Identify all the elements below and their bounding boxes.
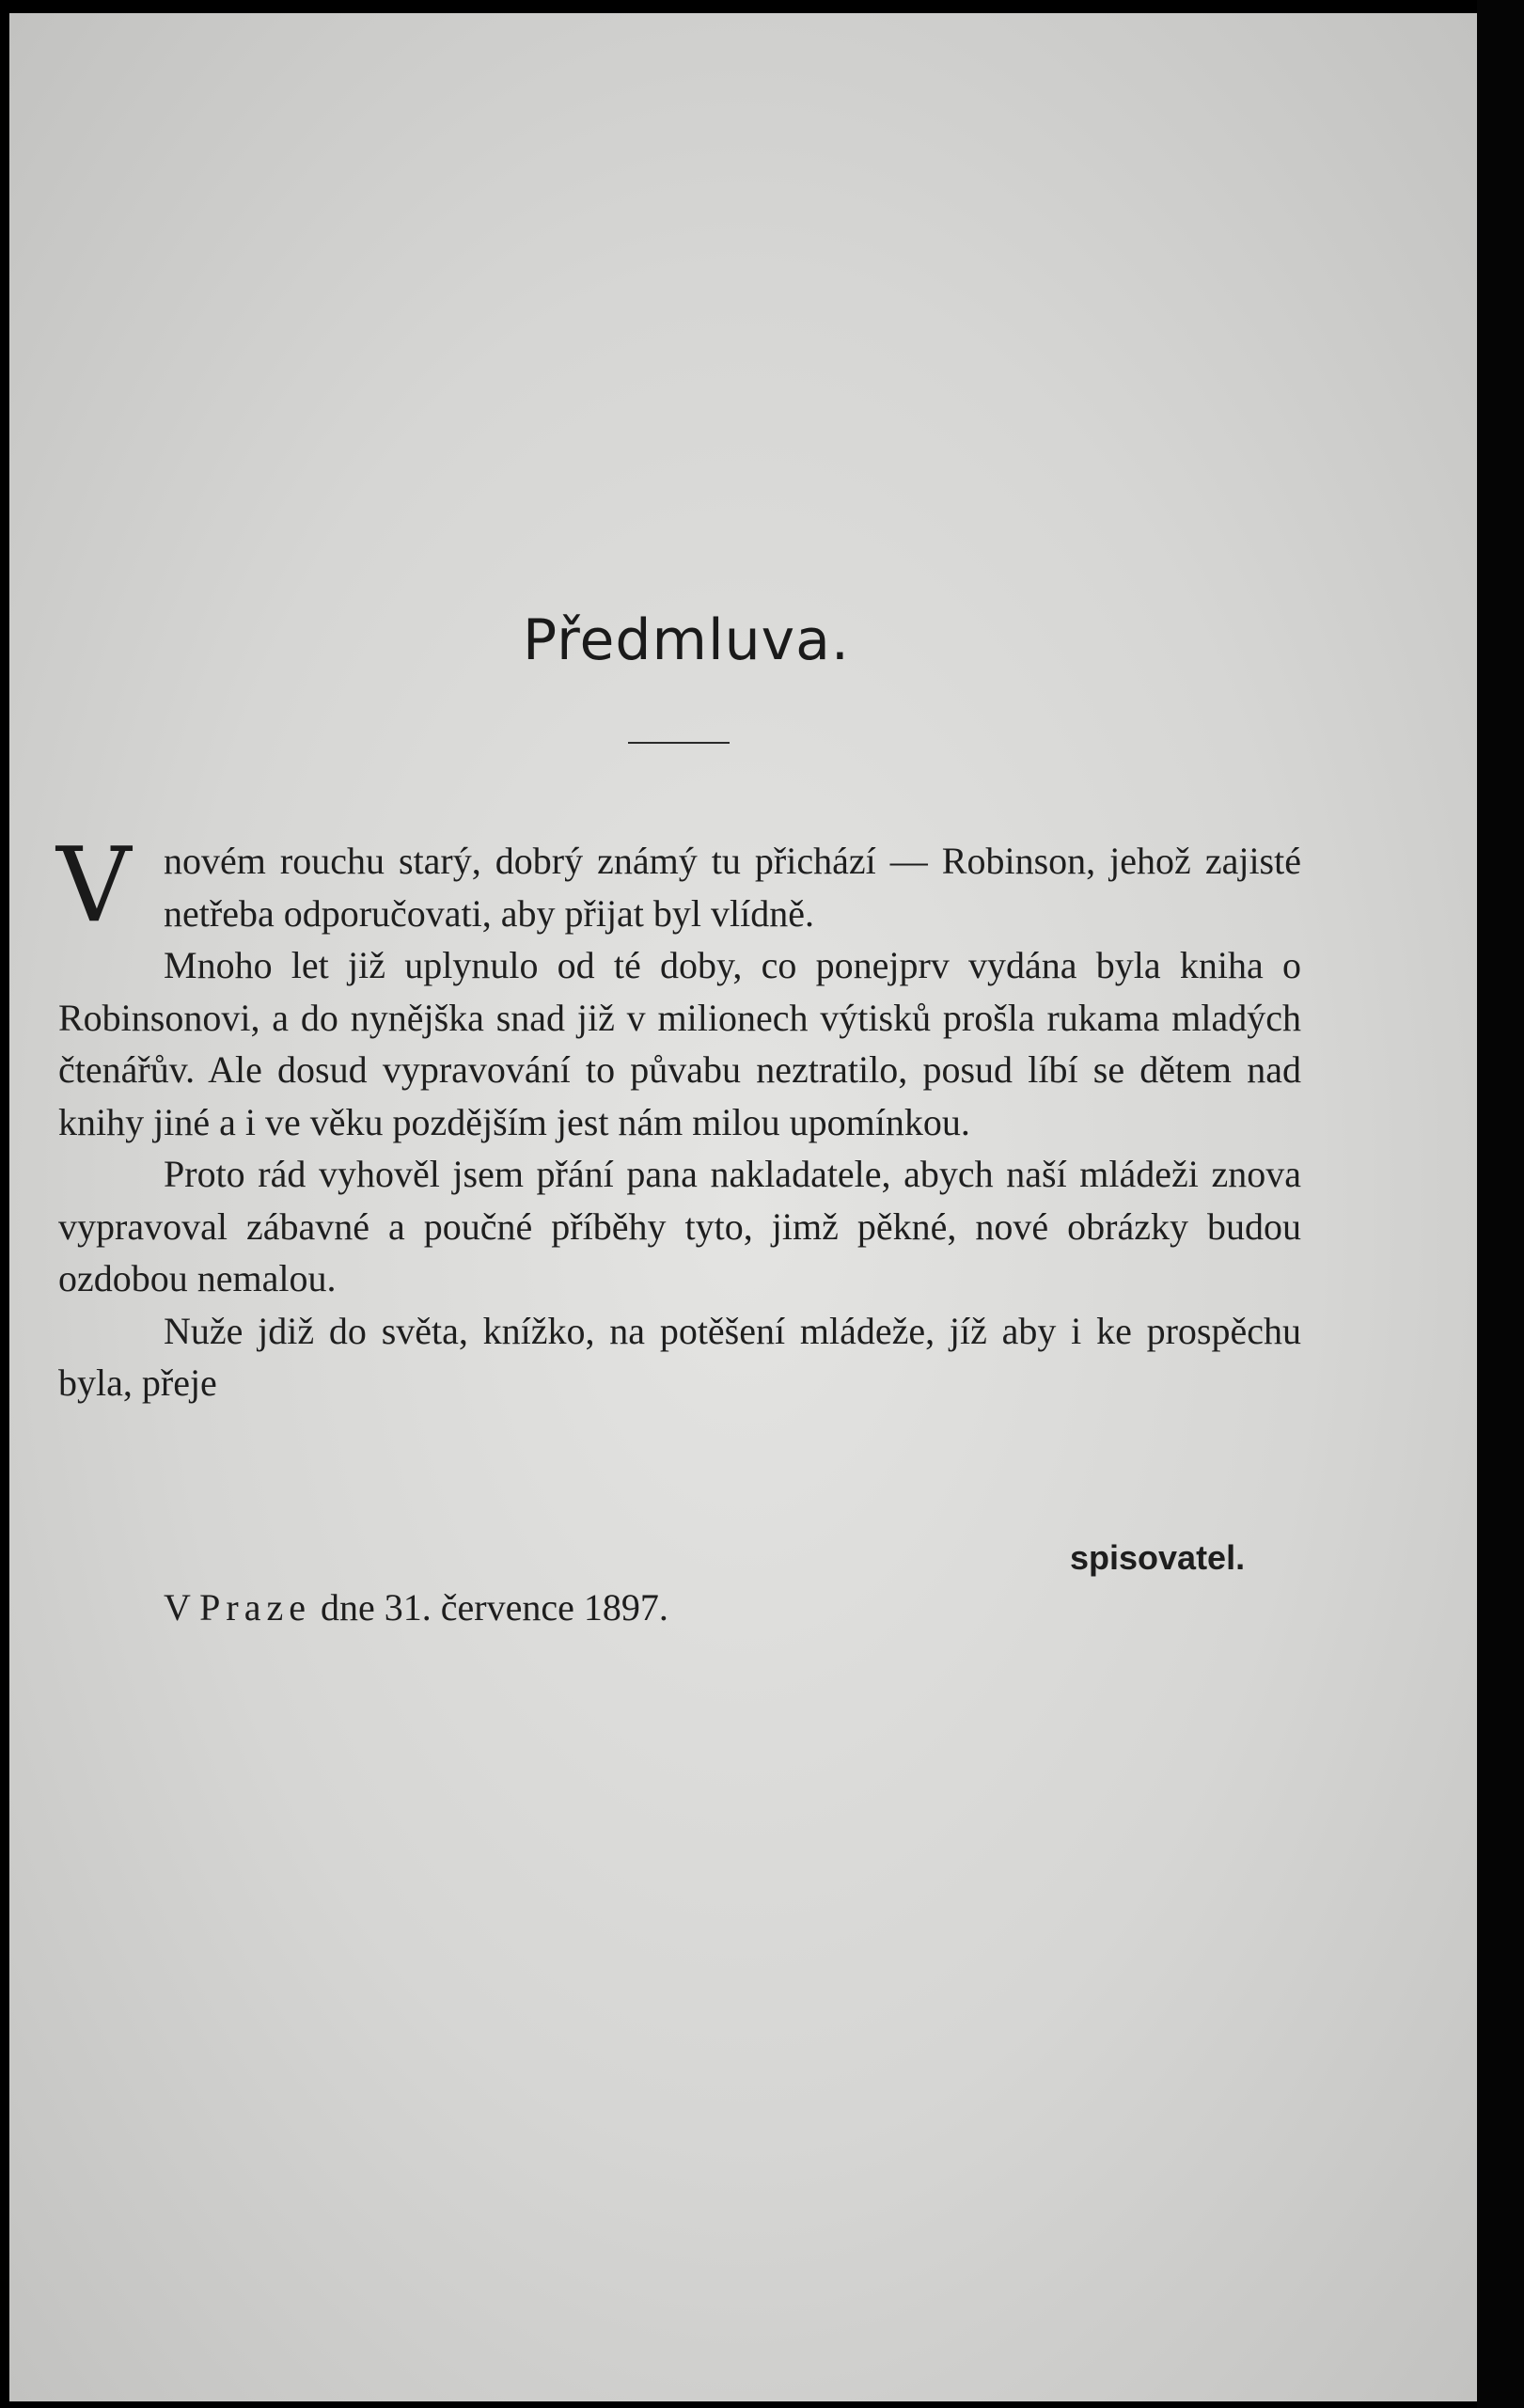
paragraph-3: Proto rád vyhověl jsem přání pana nakladatele, abych naší mládeži znova vypravoval zábavné a poučné příběhy tyto, jimž pěkné, nové obrázky budou ozdobou nemalou. — [58, 1153, 1301, 1299]
paragraph-1-text: novém rouchu starý, dobrý známý tu přichází — Robinson, jehož zajisté netřeba odporučovati, aby přijat byl vlídně. — [164, 840, 1301, 935]
dateline-date: dne 31. července 1897. — [311, 1586, 668, 1629]
preface-body — [56, 825, 1301, 1409]
dateline — [164, 1585, 668, 1629]
paragraph-4: Nuže jdiž do světa, knížko, na potěšení mládeže, jíž aby i ke prospěchu byla, přeje — [58, 1309, 1301, 1404]
dateline-place: Praze — [199, 1586, 311, 1629]
page-title: Předmluva. — [523, 607, 850, 673]
paragraph-2: Mnoho let již uplynulo od té doby, co ponejprv vydána byla kniha o Robinsonovi, a do nynějška snad již v milionech výtisků prošla rukama mladých čtenářův. Ale dosud vypravování to půvabu neztratilo, posud líbí se dětem nad knihy jiné a i ve věku pozdějším jest nám milou upomínkou. — [58, 944, 1301, 1143]
paragraph-1 — [56, 825, 1301, 945]
scan-edge — [1477, 0, 1524, 2408]
book-page — [9, 13, 1477, 2401]
signature: spisovatel. — [1070, 1538, 1246, 1577]
dateline-prefix: V — [164, 1586, 200, 1629]
title-divider — [628, 742, 730, 744]
drop-cap: V — [56, 825, 132, 945]
